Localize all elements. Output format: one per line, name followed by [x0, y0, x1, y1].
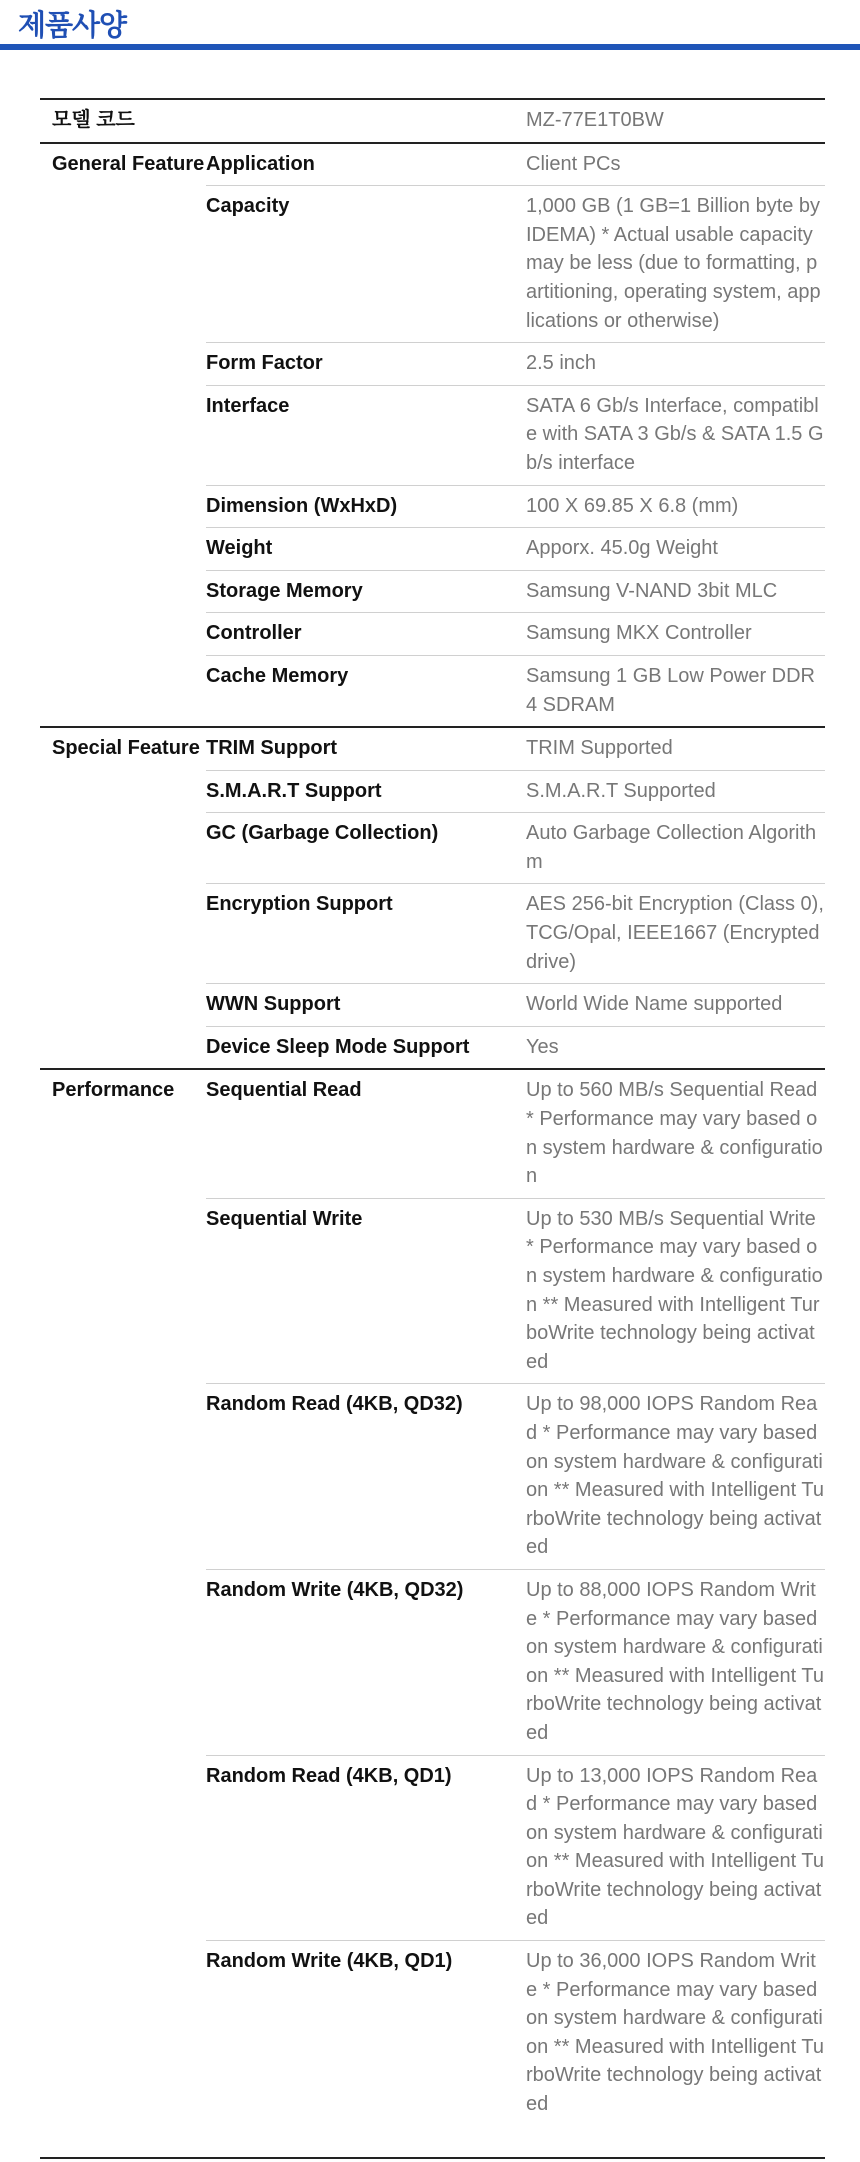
group-label-general: General Feature	[52, 152, 205, 175]
spec-label: Cache Memory	[206, 655, 526, 727]
spec-value: Auto Garbage Collection Algorithm	[526, 813, 825, 884]
group-label-performance: Performance	[40, 1069, 206, 2125]
model-code-spacer	[206, 99, 526, 143]
spec-label: Storage Memory	[206, 570, 526, 613]
spec-value: Samsung MKX Controller	[526, 613, 825, 656]
spec-label: TRIM Support	[206, 727, 526, 770]
spec-label: GC (Garbage Collection)	[206, 813, 526, 884]
spec-label: Device Sleep Mode Support	[206, 1026, 526, 1069]
spec-value: AES 256-bit Encryption (Class 0), TCG/Opal, IEEE1667 (Encrypted drive)	[526, 884, 825, 984]
spec-value: 2.5 inch	[526, 343, 825, 386]
spec-table	[40, 98, 825, 2126]
model-code-label: 모델 코드	[40, 99, 206, 143]
spec-value: Up to 530 MB/s Sequential Write * Performance may vary based on system hardware & configuration ** Measured with Intelligent TurboWrite technology being activated	[526, 1198, 825, 1384]
spec-label: Random Read (4KB, QD32)	[206, 1384, 526, 1570]
spec-label: Interface	[206, 385, 526, 485]
spec-value: Up to 36,000 IOPS Random Write * Performance may vary based on system hardware & configuration ** Measured with Intelligent TurboWrite technology being activated	[526, 1941, 825, 2126]
table-row	[40, 727, 825, 770]
spec-value: Samsung V-NAND 3bit MLC	[526, 570, 825, 613]
spec-label: S.M.A.R.T Support	[206, 770, 526, 813]
spec-label: Capacity	[206, 186, 526, 343]
spec-value: World Wide Name supported	[526, 984, 825, 1027]
spec-label: Dimension (WxHxD)	[206, 485, 526, 528]
page-header	[0, 0, 860, 50]
spec-label: Random Write (4KB, QD32)	[206, 1569, 526, 1755]
spec-value: Up to 13,000 IOPS Random Read * Performance may vary based on system hardware & configuration ** Measured with Intelligent TurboWrite technology being activated	[526, 1755, 825, 1941]
spec-label: Encryption Support	[206, 884, 526, 984]
table-row	[40, 143, 825, 186]
spec-value: 1,000 GB (1 GB=1 Billion byte by IDEMA) * Actual usable capacity may be less (due to formatting, partitioning, operating system, applications or otherwise)	[526, 186, 825, 343]
spec-label: Random Read (4KB, QD1)	[206, 1755, 526, 1941]
spec-value: SATA 6 Gb/s Interface, compatible with SATA 3 Gb/s & SATA 1.5 Gb/s interface	[526, 385, 825, 485]
spec-value: Up to 98,000 IOPS Random Read * Performance may vary based on system hardware & configuration ** Measured with Intelligent TurboWrite technology being activated	[526, 1384, 825, 1570]
spec-value: Samsung 1 GB Low Power DDR4 SDRAM	[526, 655, 825, 727]
spec-label: Controller	[206, 613, 526, 656]
spec-value: Apporx. 45.0g Weight	[526, 528, 825, 571]
spec-value: 100 X 69.85 X 6.8 (mm)	[526, 485, 825, 528]
table-row	[40, 1069, 825, 1198]
spec-label: Weight	[206, 528, 526, 571]
spec-value: Yes	[526, 1026, 825, 1069]
spec-label: Form Factor	[206, 343, 526, 386]
model-code-row	[40, 99, 825, 143]
spec-value: Up to 560 MB/s Sequential Read * Performance may vary based on system hardware & configuration	[526, 1069, 825, 1198]
table-bottom-border	[40, 2157, 825, 2159]
spec-label: Application	[206, 152, 315, 175]
spec-label: WWN Support	[206, 984, 526, 1027]
spec-label: Sequential Write	[206, 1198, 526, 1384]
spec-value: TRIM Supported	[526, 727, 825, 770]
spec-label: Sequential Read	[206, 1069, 526, 1198]
spec-value: Client PCs	[526, 152, 621, 175]
model-code-value: MZ-77E1T0BW	[526, 99, 825, 143]
spec-value: S.M.A.R.T Supported	[526, 770, 825, 813]
spec-label: Random Write (4KB, QD1)	[206, 1941, 526, 2126]
page-title: 제품사양	[18, 7, 127, 42]
spec-value: Up to 88,000 IOPS Random Write * Performance may vary based on system hardware & configuration ** Measured with Intelligent TurboWrite technology being activated	[526, 1569, 825, 1755]
group-label-special: Special Feature	[40, 727, 206, 1069]
